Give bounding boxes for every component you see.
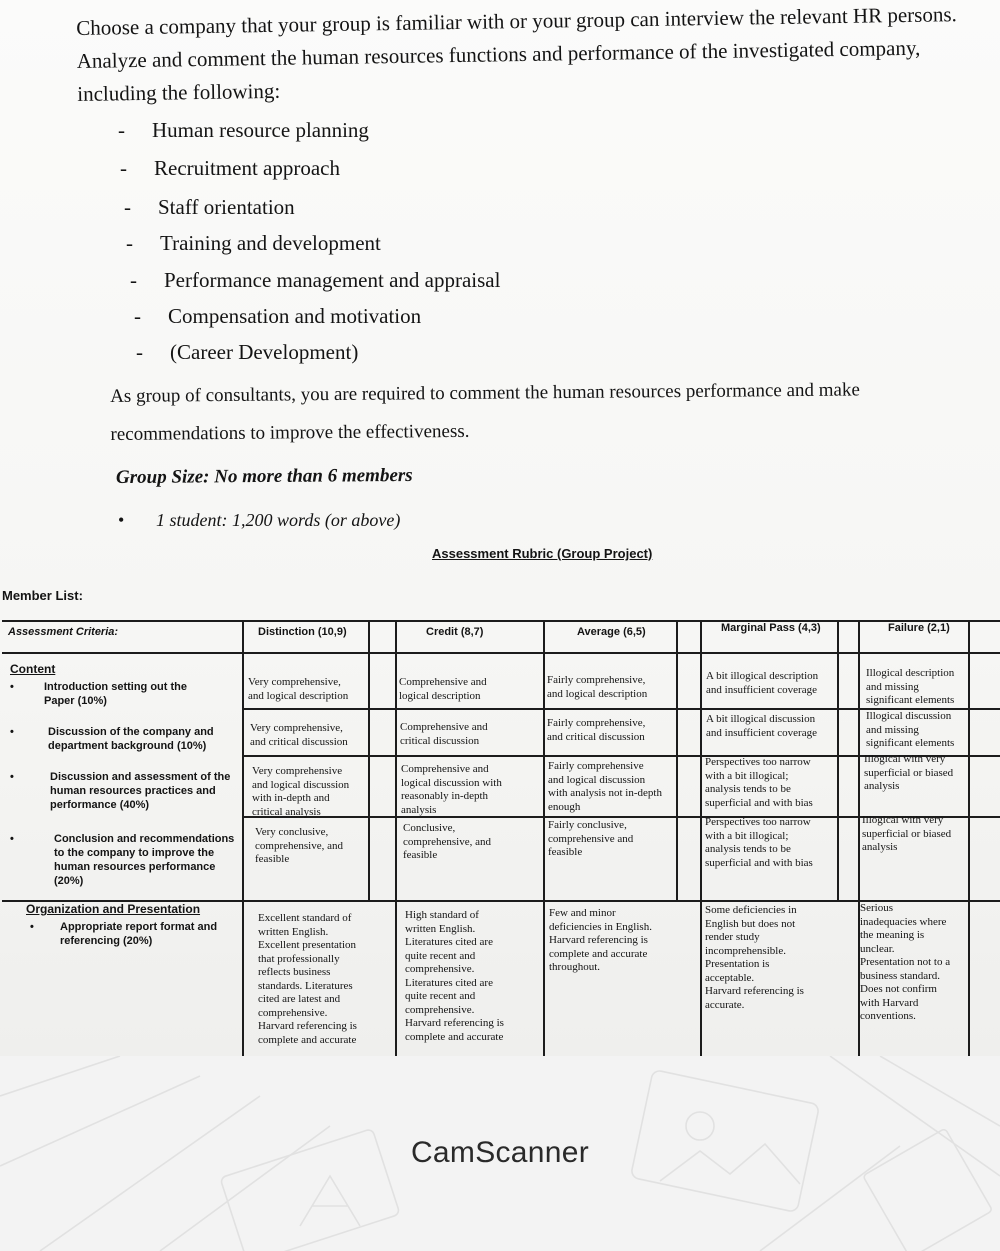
bullet-icon: • <box>10 726 14 738</box>
list-item: - Performance management and appraisal <box>130 268 501 292</box>
member-list-label: Member List: <box>2 588 83 603</box>
average-cell: Few and minor deficiencies in English. Harvard referencing is complete and accurate throughout. <box>549 907 652 973</box>
bullet-icon: • <box>10 833 14 845</box>
credit-cell: Comprehensive and logical description <box>399 676 487 702</box>
header-credit: Credit (8,7) <box>426 626 484 638</box>
credit-cell: Conclusive, comprehensive, and feasible <box>403 822 491 861</box>
table-rule <box>2 620 1000 622</box>
criterion-hr-practices: • Discussion and assessment of the human resources practices and performance (40%) <box>10 771 231 811</box>
table-rule <box>700 620 702 1056</box>
table-rule <box>676 620 678 900</box>
table-rule <box>837 620 839 900</box>
average-cell: Fairly comprehensive, and logical description <box>547 674 648 700</box>
list-item: - Training and development <box>126 231 381 255</box>
consultants-paragraph: As group of consultants, you are required to comment the human resources performance and make recommendations to improve the effectiveness. <box>110 379 860 445</box>
assignment-intro: Choose a company that your group is familiar with or your group can interview the relevant HR persons. Analyze and comment the human resources functions and performance of the investigated company, including the following: <box>76 2 957 106</box>
failure-cell: Illogical with very superficial or biased analysis <box>862 814 952 853</box>
criterion-report-format: • Appropriate report format and referencing (20%) <box>30 921 218 947</box>
marginal-pass-cell: Perspectives too narrow with a bit illogical; analysis tends to be superficial and with bias <box>705 756 813 809</box>
section-organization: Organization and Presentation <box>26 902 201 916</box>
bullet-icon: • <box>118 510 125 530</box>
criterion-conclusion: • Conclusion and recommendations to the company to improve the human resources performance (20%) <box>10 833 235 887</box>
bullet-icon: • <box>10 771 14 783</box>
bullet-icon: • <box>10 681 14 693</box>
distinction-cell: Very conclusive, comprehensive, and feasible <box>255 826 343 865</box>
failure-cell: Serious inadequacies where the meaning is unclear. Presentation not to a business standard. Does not confirm with Harvard conventions. <box>860 902 951 1022</box>
rubric-table <box>2 620 1000 1056</box>
distinction-cell: Very comprehensive and logical discussion with in-depth and critical analysis <box>252 765 350 818</box>
header-failure: Failure (2,1) <box>888 622 950 634</box>
criterion-introduction: • Introduction setting out the Paper (10%) <box>10 681 187 707</box>
marginal-pass-cell: Some deficiencies in English but does not render study incomprehensible. Presentation is acceptable. Harvard referencing is accurate. <box>705 904 804 1011</box>
list-item: - (Career Development) <box>136 340 359 364</box>
marginal-pass-cell: A bit illogical discussion and insufficient coverage <box>706 713 817 739</box>
header-average: Average (6,5) <box>577 626 646 638</box>
marginal-pass-cell: A bit illogical description and insufficient coverage <box>706 670 819 696</box>
header-marginal-pass: Marginal Pass (4,3) <box>721 622 821 634</box>
marginal-pass-cell: Perspectives too narrow with a bit illogical; analysis tends to be superficial and with bias <box>705 816 813 869</box>
average-cell: Fairly comprehensive, and critical discussion <box>547 717 646 743</box>
group-size: Group Size: No more than 6 members <box>115 464 413 489</box>
failure-cell: Illogical discussion and missing significant elements <box>866 710 955 749</box>
section-content: Content <box>10 662 56 676</box>
table-rule <box>2 652 1000 654</box>
header-assessment-criteria: Assessment Criteria: <box>8 626 119 638</box>
table-rule <box>543 620 545 1056</box>
distinction-cell: Excellent standard of written English. Excellent presentation that professionally reflects business standards. Literatures cited are latest and comprehensive. Harvard referencing is complete and accurate <box>258 912 357 1046</box>
camscanner-logo: CamScanner <box>410 1136 590 1169</box>
rubric-title: Assessment Rubric (Group Project) <box>432 546 653 561</box>
list-item: - Recruitment approach <box>120 156 341 180</box>
credit-cell: Comprehensive and critical discussion <box>400 721 488 747</box>
scanner-footer <box>0 1056 1000 1251</box>
distinction-cell: Very comprehensive, and logical description <box>248 676 349 702</box>
failure-cell: Illogical description and missing significant elements <box>866 667 955 706</box>
table-rule <box>968 620 970 1056</box>
bullet-icon: • <box>30 921 34 933</box>
average-cell: Fairly comprehensive and logical discussion with analysis not in-depth enough <box>548 760 662 813</box>
header-distinction: Distinction (10,9) <box>258 626 347 638</box>
table-rule <box>368 620 370 900</box>
student-word-count: • 1 student: 1,200 words (or above) <box>118 510 401 530</box>
list-item: - Human resource planning <box>118 118 369 142</box>
average-cell: Fairly conclusive, comprehensive and feasible <box>548 819 634 858</box>
credit-cell: Comprehensive and logical discussion with reasonably in-depth analysis <box>401 763 502 816</box>
failure-cell: Illogical with very superficial or biased analysis <box>864 753 954 792</box>
list-item: - Compensation and motivation <box>134 304 422 328</box>
distinction-cell: Very comprehensive, and critical discussion <box>250 722 348 748</box>
credit-cell: High standard of written English. Literatures cited are quite recent and comprehensive. Literatures cited are quite recent and comprehensive. Harvard referencing is complete and accurate <box>405 909 504 1043</box>
list-item: - Staff orientation <box>124 195 295 219</box>
criterion-company-background: • Discussion of the company and department background (10%) <box>10 726 214 752</box>
table-rule <box>395 620 397 1056</box>
table-rule <box>242 620 244 1056</box>
